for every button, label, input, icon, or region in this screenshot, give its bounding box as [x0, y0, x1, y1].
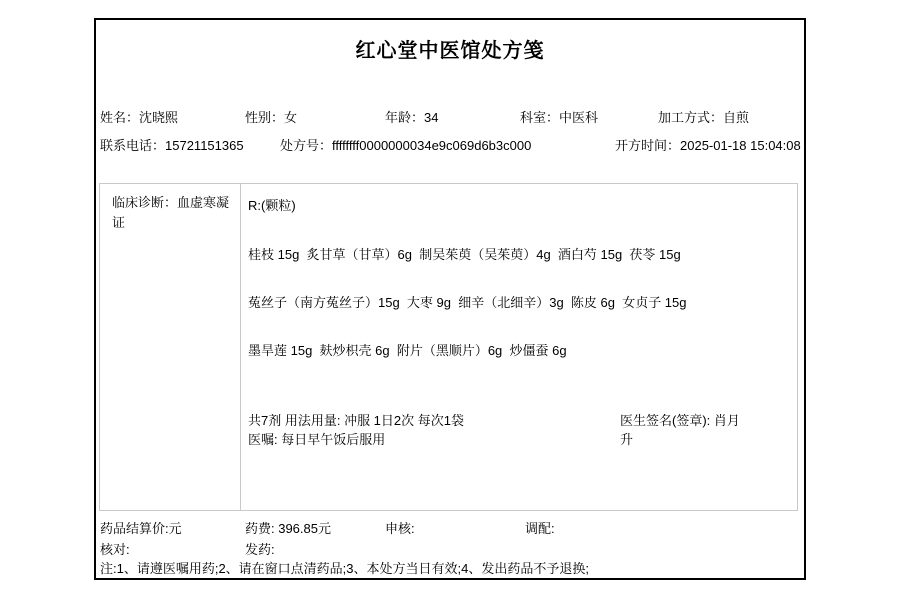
review-label: 申核: [385, 521, 415, 536]
processing-method-value: 自煎 [723, 110, 750, 125]
doctor-signature: 医生签名(签章): 肖月升 [620, 413, 740, 447]
clinical-diagnosis-label: 临床诊断： [112, 195, 178, 210]
prescription-time-label: 开方时间： [615, 138, 681, 153]
drug-fee: 药费: 396.85元 [245, 521, 331, 536]
field-department [520, 107, 598, 126]
herb-line-1: 桂枝 15g 炙甘草（甘草）6g 制吴茱萸（吴茱萸）4g 酒白芍 15g 茯苓 15g [248, 247, 681, 262]
field-phone [100, 135, 244, 154]
department-value: 中医科 [559, 110, 599, 125]
field-prescription-number [280, 135, 531, 154]
rx-header: R:(颗粒) [248, 198, 296, 213]
doctor-advice-line: 医嘱: 每日早午饭后服用 [248, 432, 386, 447]
patient-age-value: 34 [424, 110, 439, 125]
patient-gender-value: 女 [284, 110, 298, 125]
herb-line-2: 菟丝子（南方菟丝子）15g 大枣 9g 细辛（北细辛）3g 陈皮 6g 女贞子 15g [248, 295, 687, 310]
field-patient-name [100, 107, 178, 126]
patient-gender-label: 性别： [245, 110, 285, 125]
processing-method-label: 加工方式： [658, 110, 724, 125]
field-prescription-time [615, 135, 801, 154]
field-patient-gender [245, 107, 297, 126]
issue-label: 发药: [245, 542, 275, 557]
field-patient-age [385, 107, 438, 126]
check-label: 核对: [100, 542, 130, 557]
prescription-box-divider [240, 183, 241, 511]
dispense-label: 调配: [525, 521, 555, 536]
patient-age-label: 年龄： [385, 110, 425, 125]
field-processing-method [658, 107, 749, 126]
prescription-number-value: ffffffff0000000034e9c069d6b3c000 [332, 138, 532, 153]
phone-value: 15721151365 [165, 138, 244, 153]
page-title: 红心堂中医馆处方笺 [355, 40, 545, 62]
herb-line-3: 墨旱莲 15g 麸炒枳壳 6g 附片（黑顺片）6g 炒僵蚕 6g [248, 343, 567, 358]
phone-label: 联系电话： [100, 138, 166, 153]
prescription-number-label: 处方号： [280, 138, 333, 153]
settle-price-label: 药品结算价:元 [100, 521, 182, 536]
department-label: 科室： [520, 110, 560, 125]
usage-dosage-line: 共7剂 用法用量: 冲服 1日2次 每次1袋 [248, 413, 464, 428]
field-clinical-diagnosis [112, 193, 236, 233]
clinical-diagnosis-value: 血虚寒凝证 [112, 195, 230, 230]
notes-line: 注:1、请遵医嘱用药;2、请在窗口点清药品;3、本处方当日有效;4、发出药品不予退换; [100, 561, 589, 576]
patient-name-label: 姓名： [100, 110, 140, 125]
prescription-time-value: 2025-01-18 15:04:08 [680, 138, 801, 153]
patient-name-value: 沈晓熙 [139, 110, 179, 125]
